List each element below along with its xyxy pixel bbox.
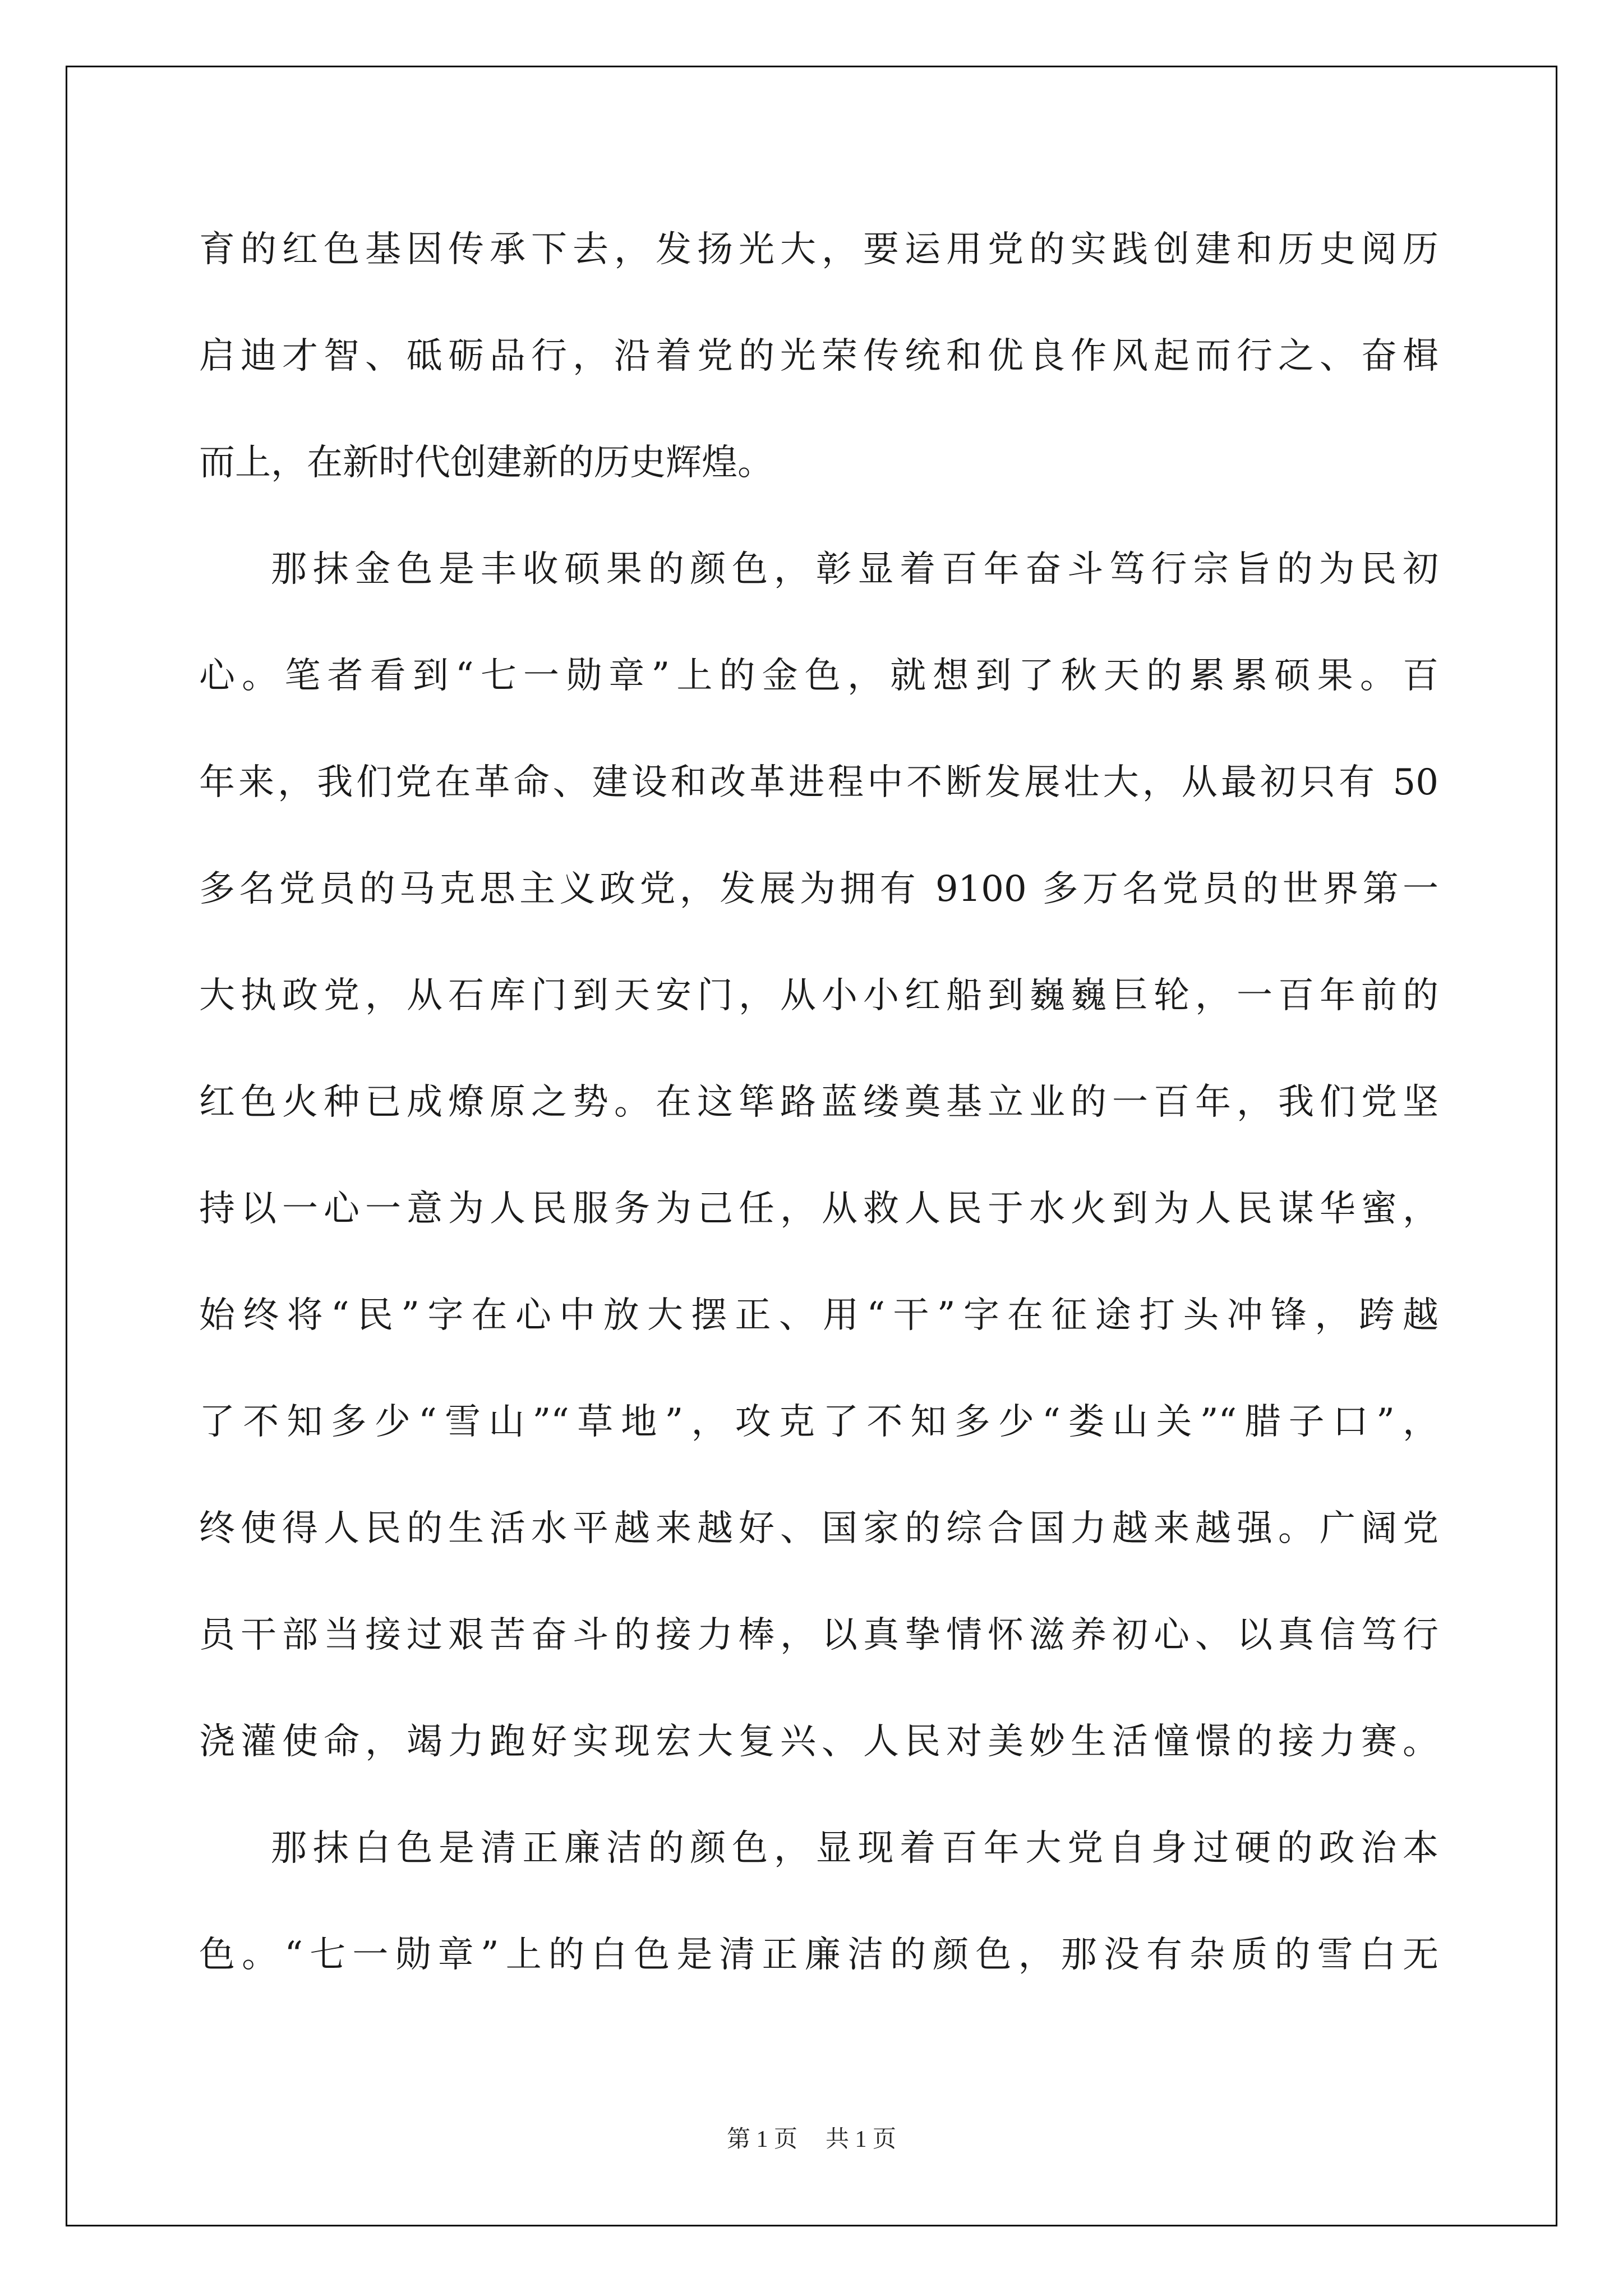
paragraph-first-line: 那抹金色是丰收硕果的颜色，彰显着百年奋斗笃行宗旨的为民初 bbox=[271, 549, 1438, 590]
text-line: 大执政党，从石库门到天安门，从小小红船到巍巍巨轮，一百年前的 bbox=[199, 975, 1438, 1016]
text-line: 育的红色基因传承下去，发扬光大，要运用党的实践创建和历史阅历 bbox=[199, 229, 1438, 270]
text-line: 员干部当接过艰苦奋斗的接力棒，以真挚情怀滋养初心、以真信笃行 bbox=[199, 1614, 1438, 1656]
paragraph-first-line: 那抹白色是清正廉洁的颜色，显现着百年大党自身过硬的政治本 bbox=[271, 1828, 1438, 1869]
text-line: 始终将“民”字在心中放大摆正、用“干”字在征途打头冲锋，跨越 bbox=[199, 1295, 1438, 1336]
page-footer bbox=[0, 2120, 1623, 2154]
text-line: 浇灌使命，竭力跑好实现宏大复兴、人民对美妙生活憧憬的接力赛。 bbox=[199, 1721, 1438, 1763]
text-line: 多名党员的马克思主义政党，发展为拥有 9100 多万名党员的世界第一 bbox=[199, 868, 1438, 910]
text-line: 启迪才智、砥砺品行，沿着党的光荣传统和优良作风起而行之、奋楫 bbox=[199, 335, 1438, 377]
text-line: 红色火种已成燎原之势。在这筚路蓝缕奠基立业的一百年，我们党坚 bbox=[199, 1082, 1438, 1123]
text-line: 色。“七一勋章”上的白色是清正廉洁的颜色，那没有杂质的雪白无 bbox=[199, 1934, 1438, 1976]
page-total: 共 1 页 bbox=[826, 2127, 897, 2152]
page-number: 第 1 页 bbox=[726, 2127, 797, 2152]
text-line: 持以一心一意为人民服务为己任，从救人民于水火到为人民谋华蜜， bbox=[199, 1188, 1438, 1230]
text-line: 而上，在新时代创建新的历史辉煌。 bbox=[199, 442, 773, 484]
document-body bbox=[199, 210, 1438, 2022]
text-line: 心。笔者看到“七一勋章”上的金色，就想到了秋天的累累硕果。百 bbox=[199, 655, 1438, 697]
text-line: 终使得人民的生活水平越来越好、国家的综合国力越来越强。广阔党 bbox=[199, 1508, 1438, 1549]
text-line: 年来，我们党在革命、建设和改革进程中不断发展壮大，从最初只有 50 bbox=[199, 762, 1438, 803]
text-line: 了不知多少“雪山”“草地”，攻克了不知多少“娄山关”“腊子口”， bbox=[199, 1401, 1438, 1443]
